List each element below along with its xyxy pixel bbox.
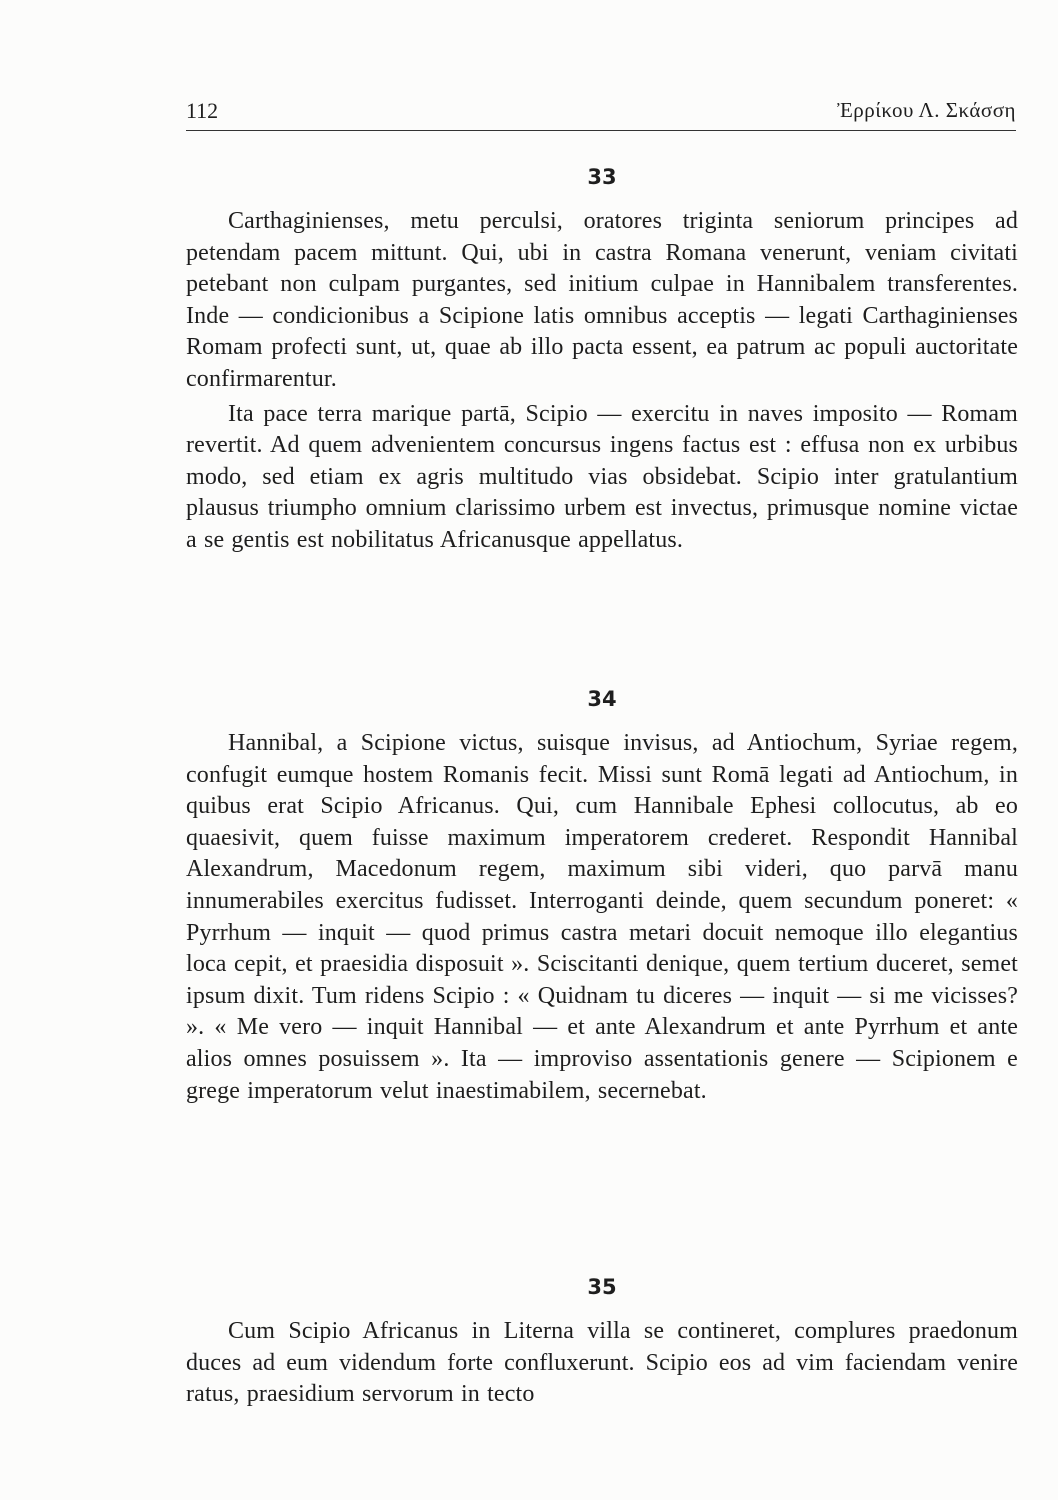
paragraph: Ita pace terra marique partā, Scipio — exercitu in naves imposito — Romam revertit. Ad quem advenientem concursus ingens factus est : effusa non ex urbibus modo, sed etiam ex agris multitudo vias obsidebat. Scipio inter gratulantium plausus triumpho omnium clarissimo urbem est invectus, primusque nomine victae a se gentis est nobilitatus Africanusque appellatus. bbox=[186, 400, 1018, 553]
section-33 bbox=[186, 162, 1018, 557]
section-34 bbox=[186, 684, 1018, 1107]
paragraph: Cum Scipio Africanus in Literna villa se contineret, complures praedonum duces ad eum videndum forte confluxerunt. Scipio eos ad vim faciendam venire ratus, praesidium servorum in tecto bbox=[186, 1318, 1018, 1408]
running-author: Ἐρρίκου Λ. Σκάσση bbox=[837, 98, 1016, 122]
paragraph: Carthaginienses, metu perculsi, oratores triginta seniorum principes ad petendam pacem mittunt. Qui, ubi in castra Romana venerunt, veniam civitati petebant non culpam purgantes, sed initium culpae in Hannibalem transferentes. Inde — condicionibus a Scipione latis omnibus acceptis — legati Carthaginienses Romam profecti sunt, ut, quae ab illo pacta essent, ea patrum ac populi auctoritate confirmarentur. bbox=[186, 208, 1018, 392]
page-number: 112 bbox=[186, 98, 219, 123]
header-rule bbox=[186, 130, 1016, 131]
section-number: 34 bbox=[587, 687, 617, 711]
section-number: 35 bbox=[587, 1275, 617, 1299]
paragraph: Hannibal, a Scipione victus, suisque invisus, ad Antiochum, Syriae regem, confugit eumque hostem Romanis fecit. Missi sunt Romā legati ad Antiochum, in quibus erat Scipio Africanus. Qui, cum Hannibale Ephesi collocutus, ab eo quaesivit, quem fuisse maximum imperatorem crederet. Respondit Hannibal Alexandrum, Macedonum regem, maximum sibi videri, quo parvā manu innumerabiles exercitus fudisset. Interroganti deinde, quem secundum poneret: « Pyrrhum — inquit — quod primus castra metari docuit nemoque illo elegantius loca cepit, et praesidia disposuit ». Sciscitanti denique, quem tertium duceret, semet ipsum dixit. Tum ridens Scipio : « Quidnam tu diceres — inquit — si me vicisses? ». « Me vero — inquit Hannibal — et ante Alexandrum et ante Pyrrhum et ante alios omnes posuissem ». Ita — improviso assentationis genere — Scipionem e grege imperatorum velut inaestimabilem, secernebat. bbox=[186, 730, 1018, 1104]
running-head bbox=[186, 98, 1016, 128]
section-number: 33 bbox=[587, 165, 617, 189]
section-35 bbox=[186, 1272, 1018, 1411]
